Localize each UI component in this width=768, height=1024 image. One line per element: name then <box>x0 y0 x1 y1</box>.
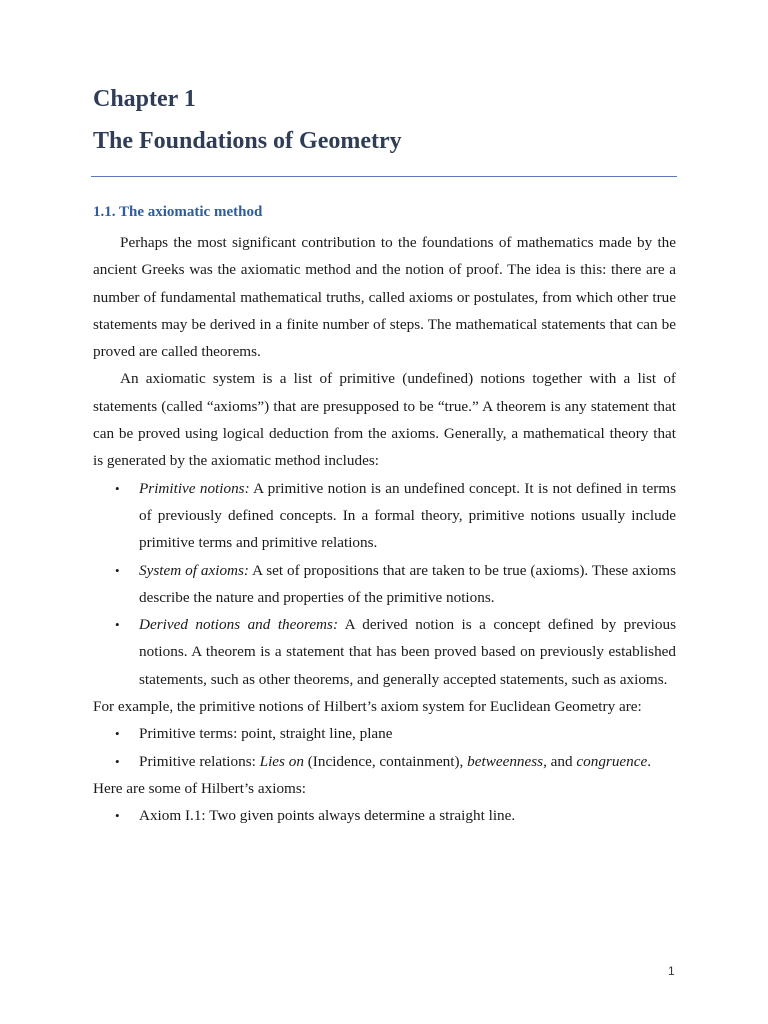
item-text: A set of propositions that are taken to be true (axioms). These axioms describe the nature and properties of the primitive notions. <box>139 561 676 606</box>
relation-betweenness: betweenness, <box>467 752 547 770</box>
relations-and: and <box>546 752 577 770</box>
list-item <box>93 802 676 829</box>
list-item <box>93 557 676 612</box>
paragraph-example: For example, the primitive notions of Hilbert’s axiom system for Euclidean Geometry are: <box>93 698 642 716</box>
relations-prefix: Primitive relations: <box>139 752 260 770</box>
list-item <box>93 611 676 693</box>
section-heading: 1.1. The axiomatic method <box>93 204 263 220</box>
bullet-icon: • <box>115 726 120 742</box>
item-term: System of axioms: <box>139 561 249 579</box>
paragraph-intro: Perhaps the most significant contribution to the foundations of mathematics made by the ancient Greeks was the axiomatic method and the notion of proof. The idea is this: there are a number of fundamental mathematical truths, called axioms or postulates, from which other true statements may be derived in a finite number of steps. The mathematical statements that can be proved are called theorems. <box>93 234 676 361</box>
chapter-label: Chapter 1 <box>93 86 196 112</box>
bullet-icon: • <box>115 617 120 633</box>
page-number: 1 <box>668 964 675 978</box>
axioms-list <box>93 802 676 829</box>
list-item <box>93 748 676 775</box>
item-term: Derived notions and theorems: <box>139 616 338 634</box>
primitive-notions-list <box>93 720 676 775</box>
relations-end: . <box>647 752 652 770</box>
section-body <box>93 229 676 830</box>
relations-middle: (Incidence, containment), <box>303 752 468 770</box>
paragraph-axioms-intro: Here are some of Hilbert’s axioms: <box>93 779 306 797</box>
bullet-icon: • <box>115 480 120 496</box>
bullet-icon: • <box>115 808 120 824</box>
list-item <box>93 475 676 557</box>
paragraph-axiomatic-system: An axiomatic system is a list of primitive (undefined) notions together with a list of statements (called “axioms”) that are presupposed to be “true.” A theorem is any statement that can be proved using logical deduction from the axioms. Generally, a mathematical theory that is generated by the axiomatic method includes: <box>93 370 676 470</box>
bullet-icon: • <box>115 753 120 769</box>
list-item <box>93 720 676 747</box>
relation-congruence: congruence <box>576 752 648 770</box>
item-text: A derived notion is a concept defined by previous notions. A theorem is a statement that has been proved based on previously established statements, such as other theorems, and generally accepted statements, such as axioms. <box>139 616 676 688</box>
title-divider <box>91 176 677 177</box>
item-term: Primitive notions: <box>139 479 250 497</box>
chapter-title: The Foundations of Geometry <box>93 128 402 154</box>
relation-lies-on: Lies on <box>259 752 304 770</box>
item-text: A primitive notion is an undefined concept. It is not defined in terms of previously defined concepts. In a formal theory, primitive notions usually include primitive terms and primitive relations. <box>139 479 676 552</box>
axiom-i1: Axiom I.1: Two given points always determine a straight line. <box>139 807 516 825</box>
theory-components-list <box>93 475 676 693</box>
primitive-terms: Primitive terms: point, straight line, plane <box>139 725 393 743</box>
bullet-icon: • <box>115 562 120 578</box>
